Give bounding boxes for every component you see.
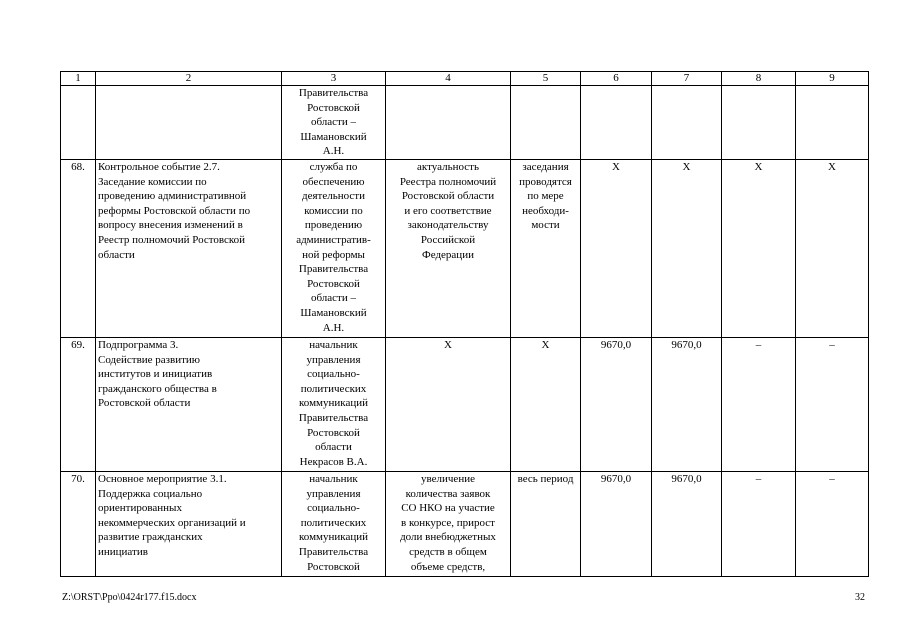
cell-text: – [755,473,762,485]
cell-text: Х [682,161,691,173]
responsible-cell [282,86,386,160]
column-header-7: 7 [652,72,722,86]
result-cell [386,86,511,160]
page-number: 32 [855,592,865,603]
cell-text: заседания проводятся по мере необходи- мости [519,161,572,232]
table-row [61,472,869,577]
value-cell-6 [581,86,652,160]
cell-text: 9670,0 [600,473,632,485]
period-cell [511,338,581,472]
result-cell [386,160,511,338]
value-cell-6 [581,160,652,338]
column-header-9: 9 [796,72,869,86]
period-cell [511,86,581,160]
value-cell-9 [796,472,869,577]
cell-text: Контрольное событие 2.7. Заседание комиссии по проведению административной реформы Ростовской области по вопросу внесения изменений в Реестр полномочий Ростовской области [98,161,251,261]
table-row-continuation [61,86,869,160]
value-cell-9 [796,338,869,472]
row-number-cell [61,160,96,338]
cell-text: Х [541,339,550,351]
cell-text: – [829,473,835,485]
column-header-4: 4 [386,72,511,86]
cell-text: начальник управления социально- политических коммуникаций Правительства Ростовской области Некрасов В.А. [298,339,369,468]
value-cell-8 [722,338,796,472]
cell-text: актуальность Реестра полномочий Ростовской области и его соответствие законодательству Российской Федерации [399,161,497,261]
table-row [61,160,869,338]
column-header-3: 3 [282,72,386,86]
cell-text: Х [828,161,836,173]
cell-text: служба по обеспечению деятельности комиссии по проведению административ- ной реформы Правительства Ростовской области – Шамановский А.Н. [296,161,371,334]
item-name-cell [96,160,282,338]
cell-text: Х [754,161,763,173]
cell-text: Подпрограмма 3. Содействие развитию институтов и инициатив гражданского общества в Ростовской области [98,339,217,410]
item-name-cell [96,338,282,472]
cell-text: 68. [71,161,85,173]
row-number-cell [61,86,96,160]
value-cell-6 [581,338,652,472]
value-cell-7 [652,472,722,577]
document-table [60,71,869,577]
cell-text: Х [444,339,452,351]
value-cell-9 [796,86,869,160]
responsible-cell [282,160,386,338]
value-cell-7 [652,86,722,160]
column-header-2: 2 [96,72,282,86]
result-cell [386,472,511,577]
item-name-cell [96,86,282,160]
period-cell [511,160,581,338]
cell-text: 70. [71,473,85,485]
table-row [61,338,869,472]
cell-text: 9670,0 [671,473,702,485]
value-cell-9 [796,160,869,338]
cell-text: Основное мероприятие 3.1. Поддержка социально ориентированных некоммерческих организаций и развитие гражданских инициатив [98,473,246,558]
value-cell-6 [581,472,652,577]
footer-file-path: Z:\ORST\Ppo\0424r177.f15.docx [62,592,197,603]
row-number-cell [61,472,96,577]
value-cell-8 [722,472,796,577]
responsible-cell [282,338,386,472]
value-cell-7 [652,338,722,472]
cell-text: 9670,0 [600,339,632,351]
value-cell-8 [722,160,796,338]
cell-text: Х [612,161,620,173]
cell-text: – [829,339,835,351]
column-header-5: 5 [511,72,581,86]
value-cell-7 [652,160,722,338]
value-cell-8 [722,86,796,160]
period-cell [511,472,581,577]
row-number-cell [61,338,96,472]
cell-text: 9670,0 [671,339,702,351]
cell-text: увеличение количества заявок СО НКО на участие в конкурсе, прирост доли внебюджетных средств в общем объеме средств, [400,473,496,573]
result-cell [386,338,511,472]
header-row [61,72,869,86]
item-name-cell [96,472,282,577]
cell-text: весь период [517,473,574,485]
cell-text: 69. [71,339,85,351]
cell-text: – [755,339,762,351]
responsible-cell [282,472,386,577]
column-header-8: 8 [722,72,796,86]
column-header-6: 6 [581,72,652,86]
column-header-1: 1 [61,72,96,86]
cell-text: Правительства Ростовской области – Шамановский А.Н. [298,87,369,158]
cell-text: начальник управления социально- политических коммуникаций Правительства Ростовской [298,473,369,573]
